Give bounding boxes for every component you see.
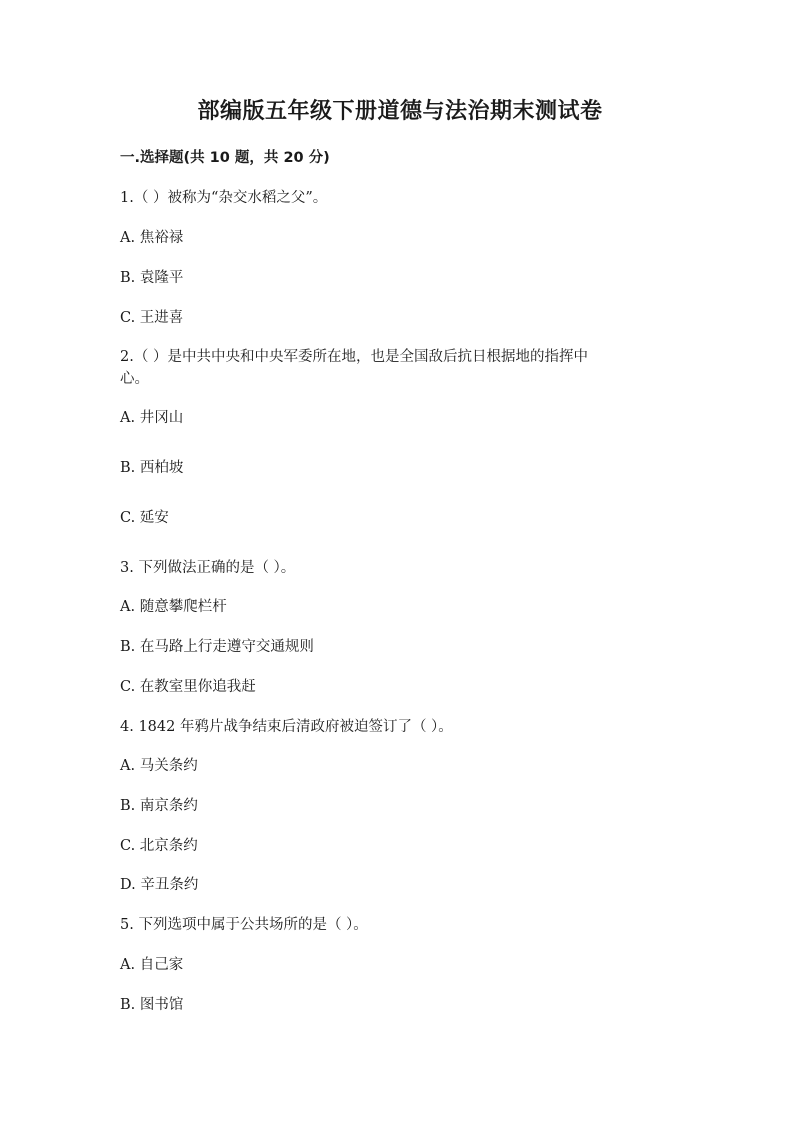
question-3-stem: 3. 下列做法正确的是（ ）。	[120, 560, 296, 576]
question-4-stem: 4. 1842 年鸦片战争结束后清政府被迫签订了（ ）。	[120, 719, 453, 735]
question-5-option-b: B. 图书馆	[120, 997, 184, 1013]
section-heading: 一.选择题(共 10 题，共 20 分)	[120, 150, 330, 166]
question-2-option-b: B. 西柏坡	[120, 460, 184, 476]
question-3-option-c: C. 在教室里你追我赶	[120, 679, 256, 695]
question-2-stem-line-2: 心。	[120, 371, 149, 387]
question-4-option-d: D. 辛丑条约	[120, 877, 199, 893]
question-3-option-a: A. 随意攀爬栏杆	[120, 599, 227, 615]
question-4-option-b: B. 南京条约	[120, 798, 198, 814]
question-1-option-a: A. 焦裕禄	[120, 230, 184, 246]
question-2-option-c: C. 延安	[120, 510, 169, 526]
question-4-option-a: A. 马关条约	[120, 758, 198, 774]
question-2-option-a: A. 井冈山	[120, 410, 184, 426]
question-4-option-c: C. 北京条约	[120, 838, 198, 854]
question-5-option-a: A. 自己家	[120, 957, 184, 973]
question-2-stem-line-1: 2.（ ）是中共中央和中央军委所在地，也是全国敌后抗日根据地的指挥中	[120, 349, 588, 365]
question-1-option-c: C. 王进喜	[120, 310, 184, 326]
page-title: 部编版五年级下册道德与法治期末测试卷	[197, 99, 603, 124]
question-1-stem: 1.（ ）被称为“杂交水稻之父”。	[120, 190, 328, 206]
question-5-stem: 5. 下列选项中属于公共场所的是（ ）。	[120, 917, 368, 933]
question-3-option-b: B. 在马路上行走遵守交通规则	[120, 639, 314, 655]
question-1-option-b: B. 袁隆平	[120, 270, 184, 286]
